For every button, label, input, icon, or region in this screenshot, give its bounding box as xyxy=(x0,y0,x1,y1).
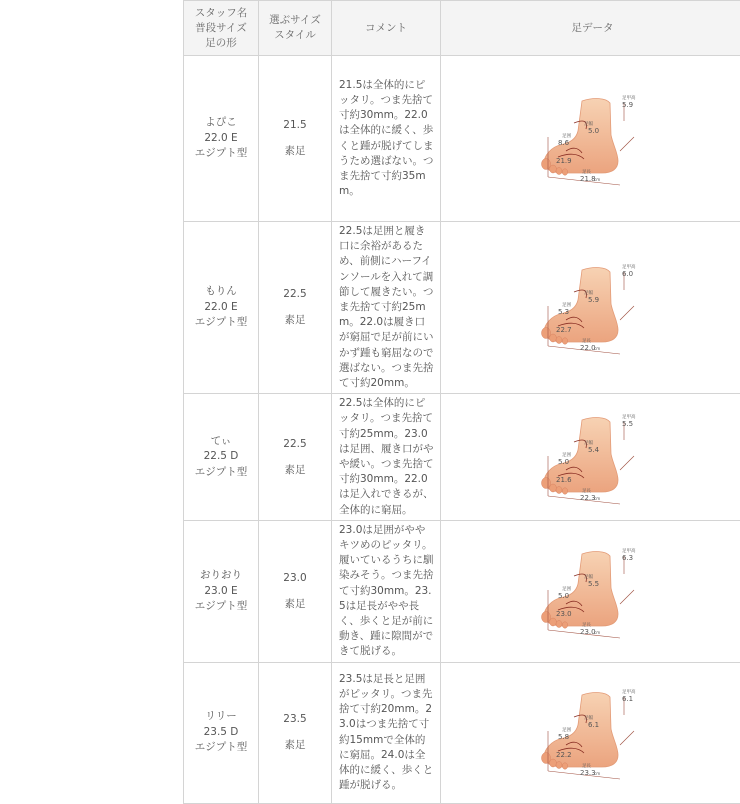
header-usual-size: 普段サイズ xyxy=(184,21,258,36)
length-unit: cm xyxy=(594,177,600,182)
foot-width: 5.4 xyxy=(588,446,600,454)
foot-diagram xyxy=(538,91,648,186)
fit-cell xyxy=(259,56,332,222)
heel-value: 5.3 xyxy=(558,308,569,316)
length-unit: cm xyxy=(594,630,600,635)
comment-cell: 22.5は全体的にピッタリ。つま先捨て寸約25mm。23.0は足囲、履き口がやや緩い。つま先捨て寸約30mm。22.0は足入れできるが、全体的に窮屈。 xyxy=(332,394,441,521)
staff-cell xyxy=(184,394,259,521)
width-label: 足幅 xyxy=(584,573,593,580)
header-staff xyxy=(184,1,259,56)
staff-cell xyxy=(184,662,259,803)
foot-length: 23.3 xyxy=(580,769,596,777)
usual-size: 22.0 E xyxy=(184,300,258,316)
table-row xyxy=(184,56,740,222)
comment-cell: 21.5は全体的にピッタリ。つま先捨て寸約30mm。22.0は全体的に緩く、歩くと踵が脱げてしまうため選ばない。つま先捨て寸約35mm。 xyxy=(332,56,441,222)
length-label: 足長 xyxy=(582,621,591,628)
table-row xyxy=(184,394,740,521)
size-fit-table xyxy=(183,0,740,804)
usual-size: 22.0 E xyxy=(184,131,258,147)
usual-size: 22.5 D xyxy=(184,449,258,465)
staff-name: よぴこ xyxy=(184,115,258,131)
heel-label: 足囲 xyxy=(562,301,571,308)
width-label: 足幅 xyxy=(584,120,593,127)
fit-cell xyxy=(259,662,332,803)
staff-cell xyxy=(184,520,259,662)
wear-style: 素足 xyxy=(285,314,306,326)
staff-name: リリー xyxy=(184,709,258,725)
foot-width: 5.0 xyxy=(588,127,599,135)
header-chosen-size: 選ぶサイズ xyxy=(259,13,331,28)
heel-value: 8.6 xyxy=(558,139,570,147)
header-foot-shape: 足の形 xyxy=(184,36,258,51)
length-label: 足長 xyxy=(582,487,591,494)
wear-style: 素足 xyxy=(285,739,306,751)
foot-data-cell xyxy=(441,222,740,394)
heel-label: 足囲 xyxy=(562,451,571,458)
staff-name: もりん xyxy=(184,284,258,300)
staff-cell xyxy=(184,56,259,222)
wear-style: 素足 xyxy=(285,598,306,610)
instep-label: 足甲高 xyxy=(622,413,636,420)
instep-height: 5.9 xyxy=(622,101,633,109)
foot-data-cell xyxy=(441,56,740,222)
chosen-size: 23.0 xyxy=(259,572,331,584)
chosen-size: 23.5 xyxy=(259,713,331,725)
instep-label: 足甲高 xyxy=(622,94,636,101)
foot-length: 22.0 xyxy=(580,344,596,352)
wear-style: 素足 xyxy=(285,464,306,476)
foot-length: 22.3 xyxy=(580,494,596,502)
foot-length: 21.8 xyxy=(580,175,596,183)
foot-shape-type: エジプト型 xyxy=(184,740,258,756)
staff-cell xyxy=(184,222,259,394)
foot-shape-type: エジプト型 xyxy=(184,146,258,162)
comment-cell: 23.5は足長と足囲がピッタリ。つま先捨て寸約20mm。23.0はつま先捨て寸約15mmで全体的に窮屈。24.0は全体的に緩く、歩くと踵が脱げる。 xyxy=(332,662,441,803)
chosen-size: 21.5 xyxy=(259,119,331,131)
foot-length: 23.0 xyxy=(580,628,596,636)
foot-shape-type: エジプト型 xyxy=(184,465,258,481)
instep-label: 足甲高 xyxy=(622,688,636,695)
table-header-row xyxy=(184,1,740,56)
wear-style: 素足 xyxy=(285,145,306,157)
foot-width: 5.9 xyxy=(588,296,599,304)
comment-cell: 23.0は足囲がややキツめのピッタリ。履いているうちに馴染みそう。つま先捨て寸約30mm。23.5は足長がやや長く、歩くと足が前に動き、踵に隙間ができて脱げる。 xyxy=(332,520,441,662)
length-unit: cm xyxy=(594,771,600,776)
table-row xyxy=(184,520,740,662)
fit-cell xyxy=(259,222,332,394)
foot-shape-type: エジプト型 xyxy=(184,599,258,615)
foot-girth: 21.6 xyxy=(556,476,572,484)
foot-data-cell xyxy=(441,394,740,521)
foot-shape-type: エジプト型 xyxy=(184,315,258,331)
heel-value: 5.0 xyxy=(558,458,569,466)
foot-width: 6.1 xyxy=(588,721,599,729)
heel-label: 足囲 xyxy=(562,726,571,733)
heel-label: 足囲 xyxy=(562,585,571,592)
length-label: 足長 xyxy=(582,337,591,344)
foot-girth: 21.9 xyxy=(556,157,572,165)
heel-value: 5.8 xyxy=(558,733,569,741)
staff-name: てぃ xyxy=(184,434,258,450)
chosen-size: 22.5 xyxy=(259,438,331,450)
foot-girth: 23.0 xyxy=(556,610,572,618)
width-label: 足幅 xyxy=(584,439,593,446)
heel-label: 足囲 xyxy=(562,132,571,139)
header-staff-name: スタッフ名 xyxy=(184,6,258,21)
header-foot-data: 足データ xyxy=(441,1,740,56)
heel-value: 5.0 xyxy=(558,592,569,600)
chosen-size: 22.5 xyxy=(259,288,331,300)
foot-diagram xyxy=(538,410,648,505)
length-unit: cm xyxy=(594,346,600,351)
foot-data-cell xyxy=(441,662,740,803)
instep-height: 6.0 xyxy=(622,270,633,278)
length-unit: cm xyxy=(594,496,600,501)
fit-cell xyxy=(259,520,332,662)
foot-width: 5.5 xyxy=(588,580,599,588)
foot-girth: 22.2 xyxy=(556,751,572,759)
length-label: 足長 xyxy=(582,168,591,175)
foot-data-cell xyxy=(441,520,740,662)
foot-girth: 22.7 xyxy=(556,326,572,334)
header-style: スタイル xyxy=(259,28,331,43)
comment-cell: 22.5は足囲と履き口に余裕があるため、前側にハーフインソールを入れて調節して履きたい。つま先捨て寸約25mm。22.0は履き口が窮屈で足が前にいかず踵も窮屈なので選ばない。つま先捨て寸約20mm。 xyxy=(332,222,441,394)
usual-size: 23.0 E xyxy=(184,584,258,600)
header-comment: コメント xyxy=(332,1,441,56)
instep-height: 6.3 xyxy=(622,554,633,562)
instep-label: 足甲高 xyxy=(622,547,636,554)
table-row xyxy=(184,662,740,803)
instep-height: 6.1 xyxy=(622,695,633,703)
staff-name: おりおり xyxy=(184,568,258,584)
instep-label: 足甲高 xyxy=(622,263,636,270)
width-label: 足幅 xyxy=(584,289,593,296)
header-fit xyxy=(259,1,332,56)
fit-cell xyxy=(259,394,332,521)
table-row xyxy=(184,222,740,394)
instep-height: 5.5 xyxy=(622,420,633,428)
foot-diagram xyxy=(538,260,648,355)
foot-diagram xyxy=(538,544,648,639)
length-label: 足長 xyxy=(582,762,591,769)
width-label: 足幅 xyxy=(584,714,593,721)
foot-diagram xyxy=(538,685,648,780)
usual-size: 23.5 D xyxy=(184,725,258,741)
